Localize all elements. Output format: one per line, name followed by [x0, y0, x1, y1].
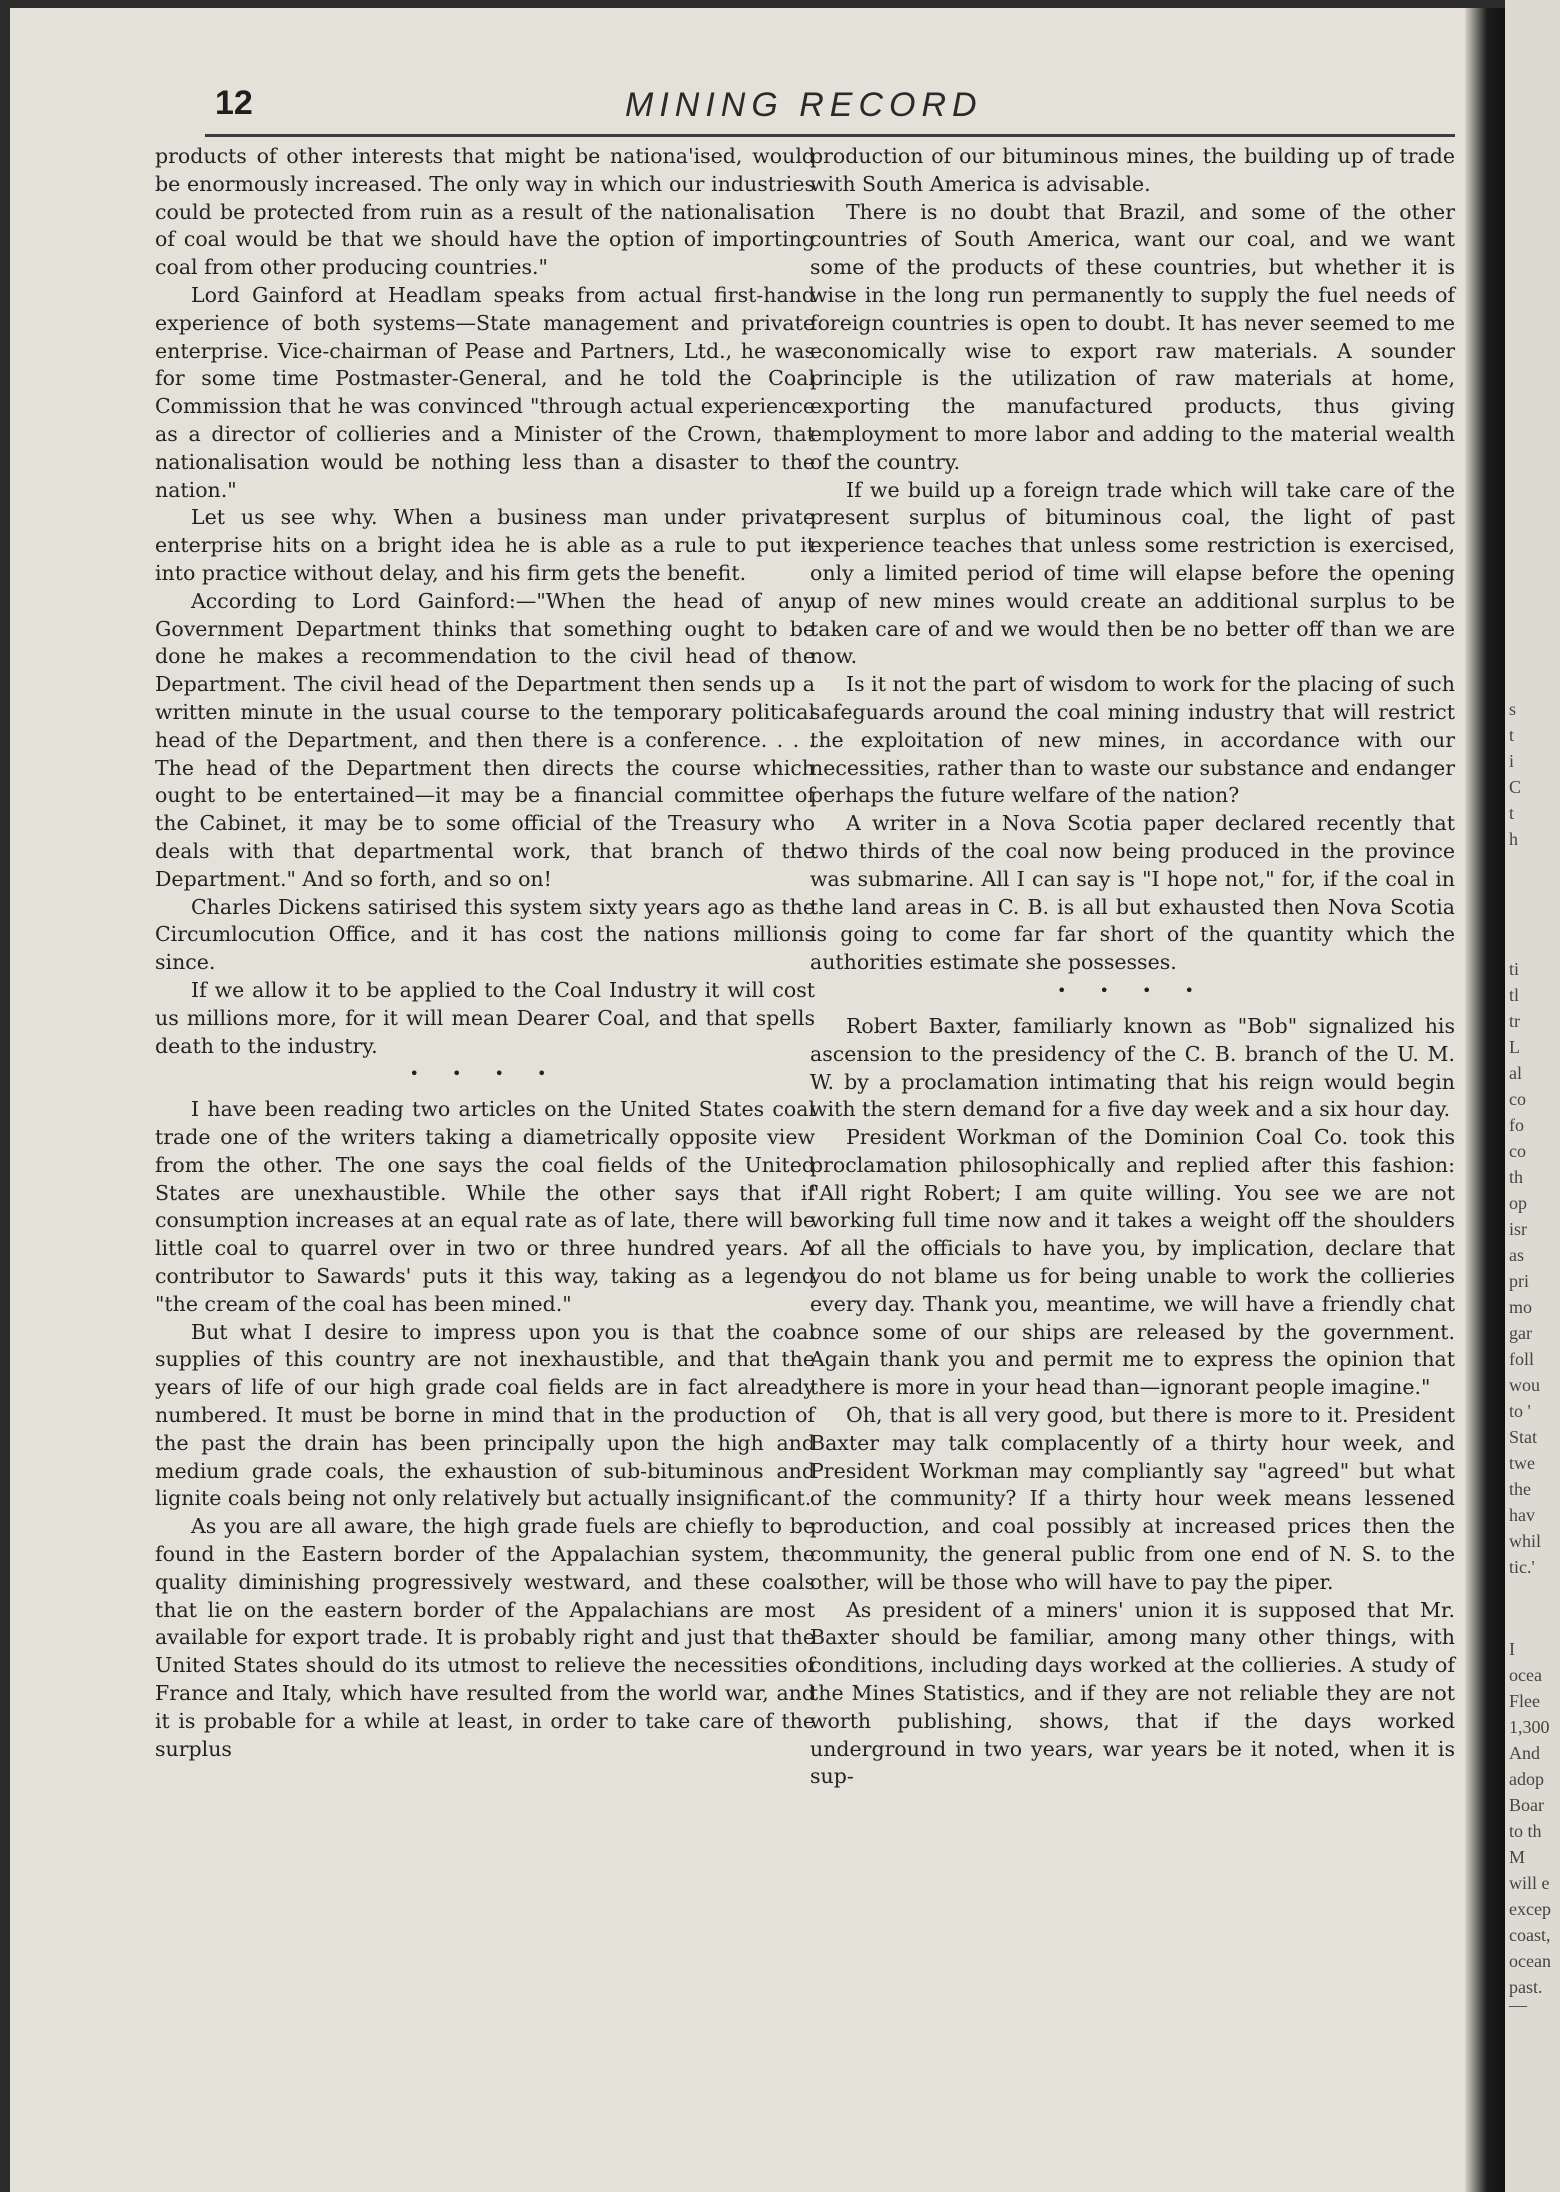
- adjacent-page-fragment: s: [1509, 699, 1517, 719]
- adjacent-page-fragment: foll: [1509, 1349, 1534, 1369]
- adjacent-page-fragment: mo: [1509, 1297, 1533, 1317]
- adjacent-page-fragment: ocea: [1509, 1665, 1542, 1685]
- running-title: MINING RECORD: [625, 86, 983, 124]
- adjacent-page-fragment: Stat: [1509, 1427, 1538, 1447]
- adjacent-page-fragment: twe: [1509, 1453, 1535, 1473]
- section-separator: • • • •: [409, 1064, 561, 1084]
- adjacent-page-strip: [1505, 0, 1560, 2192]
- adjacent-page-fragment: tl: [1509, 985, 1520, 1005]
- adjacent-page-fragment: tic.': [1509, 1557, 1535, 1577]
- adjacent-page-fragment: tr: [1509, 1011, 1520, 1031]
- article-paragraph: I have been reading two articles on the United States coal trade one of the writers taking a diametrically opposite view from the other. The one says the coal fields of the United States are unexhaustible. While the other says that if consumption increases at an equal rate as of late, there will be little coal to quarrel over in two or three hundred years. A contributor to Sawards' puts it this way, taking as a legend "the cream of the coal has been mined.": [155, 1097, 815, 1316]
- right-column: [810, 143, 1455, 1791]
- adjacent-page-fragment: L: [1509, 1037, 1520, 1057]
- adjacent-page-fragment: coast,: [1509, 1925, 1551, 1945]
- adjacent-page-fragment: isr: [1509, 1219, 1527, 1239]
- article-paragraph: A writer in a Nova Scotia paper declared recently that two thirds of the coal now being produced in the province was submarine. All I can say is "I hope not," for, if the coal in the land areas in C. B. is all but exhausted then Nova Scotia is going to come far far short of the quantity which the authorities estimate she possesses.: [810, 811, 1455, 975]
- article-paragraph: products of other interests that might be nationa'ised, would be enormously increased. The only way in which our industries could be protected from ruin as a result of the nationalisation of coal would be that we should have the option of importing coal from other producing countries.": [155, 144, 815, 280]
- article-paragraph: Charles Dickens satirised this system sixty years ago as the Circumlocution Office, and it has cost the nations millions since.: [155, 894, 815, 975]
- adjacent-page-fragment: co: [1509, 1089, 1526, 1109]
- adjacent-page-fragment: t: [1509, 803, 1515, 823]
- article-paragraph: If we allow it to be applied to the Coal Industry it will cost us millions more, for it will mean Dearer Coal, and that spells death to the industry.: [155, 977, 815, 1058]
- adjacent-page-fragment: to th: [1509, 1821, 1542, 1841]
- article-paragraph: As president of a miners' union it is supposed that Mr. Baxter should be familiar, among many other things, with conditions, including days worked at the collieries. A study of the Mines Statistics, and if they are not reliable they are not worth publishing, shows, that if the days worked underground in two years, war years be it noted, when it is sup-: [810, 1597, 1455, 1789]
- article-paragraph: If we build up a foreign trade which will take care of the present surplus of bituminous coal, the light of past experience teaches that unless some restriction is exercised, only a limited period of time will elapse before the opening up of new mines would create an additional surplus to be taken care of and we would then be no better off than we are now.: [810, 477, 1455, 669]
- adjacent-page-fragment: i: [1509, 751, 1515, 771]
- article-paragraph: Is it not the part of wisdom to work for the placing of such safeguards around the coal mining industry that will restrict the exploitation of new mines, in accordance with our necessities, rather than to waste our substance and endanger perhaps the future welfare of the nation?: [810, 672, 1455, 808]
- article-paragraph: Let us see why. When a business man under private enterprise hits on a bright idea he is able as a rule to put it into practice without delay, and his firm gets the benefit.: [155, 505, 815, 585]
- adjacent-page-fragment: Boar: [1509, 1795, 1544, 1815]
- adjacent-page-fragment: fo: [1509, 1115, 1524, 1135]
- adjacent-page-fragment: And: [1509, 1743, 1540, 1763]
- adjacent-page-fragment: t: [1509, 725, 1515, 745]
- adjacent-page-fragment: excep: [1509, 1899, 1551, 1919]
- article-paragraph: According to Lord Gainford:—"When the head of any Government Department thinks that something ought to be done he makes a recommendation to the civil head of the Department. The civil head of the Department then sends up a written minute in the usual course to the temporary political head of the Department, and then there is a conference. . . . The head of the Department then directs the course which ought to be entertained—it may be a financial committee of the Cabinet, it may be to some official of the Treasury who deals with that departmental work, that branch of the Department." And so forth, and so on!: [155, 588, 815, 891]
- left-column: [155, 143, 815, 1763]
- binding-gutter: [1465, 8, 1505, 2192]
- adjacent-page-fragment: al: [1509, 1063, 1522, 1083]
- adjacent-page-fragment: the: [1509, 1479, 1531, 1499]
- adjacent-page-fragment: ocean: [1509, 1951, 1551, 1971]
- adjacent-page-fragment: as: [1509, 1245, 1524, 1265]
- adjacent-page-fragment: wou: [1509, 1375, 1540, 1395]
- adjacent-page-fragment: C: [1509, 777, 1522, 797]
- adjacent-page-fragment: th: [1509, 1167, 1524, 1187]
- adjacent-page-fragment: past.—: [1509, 1977, 1543, 2015]
- page-header: [205, 84, 1455, 137]
- adjacent-page-fragment: to ': [1509, 1401, 1531, 1421]
- adjacent-page-fragment: gar: [1509, 1323, 1532, 1343]
- article-paragraph: production of our bituminous mines, the building up of trade with South America is advisable.: [810, 144, 1455, 196]
- adjacent-page-fragment: h: [1509, 829, 1518, 849]
- adjacent-page-fragment: hav: [1509, 1505, 1535, 1525]
- newspaper-page: [10, 8, 1505, 2192]
- adjacent-page-fragment: I: [1509, 1639, 1515, 1659]
- adjacent-page-fragment: 1,300: [1509, 1717, 1550, 1737]
- article-paragraph: President Workman of the Dominion Coal Co. took this proclamation philosophically and replied after this fashion: "All right Robert; I am quite willing. You see we are not working full time now and it takes a weight off the shoulders of all the officials to have you, by implication, declare that you do not blame us for being unable to work the collieries every day. Thank you, meantime, we will have a friendly chat once some of our ships are released by the government. Again thank you and permit me to express the opinion that there is more in your head than—ignorant people imagine.": [810, 1125, 1455, 1400]
- article-paragraph: Lord Gainford at Headlam speaks from actual first-hand experience of both systems—State management and private enterprise. Vice-chairman of Pease and Partners, Ltd., he was for some time Postmaster-General, and he told the Coal Commission that he was convinced "through actual experience as a director of collieries and a Minister of the Crown, that nationalisation would be nothing less than a disaster to the nation.": [155, 282, 815, 502]
- adjacent-page-fragment: will e: [1509, 1873, 1550, 1893]
- adjacent-page-fragment: ti: [1509, 959, 1520, 979]
- adjacent-page-fragment: M: [1509, 1847, 1526, 1867]
- page-number: 12: [215, 84, 253, 122]
- adjacent-page-fragment: whil: [1509, 1531, 1542, 1551]
- article-paragraph: As you are all aware, the high grade fuels are chiefly to be found in the Eastern border of the Appalachian system, the quality diminishing progressively westward, and these coals that lie on the eastern border of the Appalachians are most available for export trade. It is probably right and just that the United States should do its utmost to relieve the necessities of France and Italy, which have resulted from the world war, and it is probable for a while at least, in order to take care of the surplus: [155, 1514, 815, 1761]
- article-paragraph: But what I desire to impress upon you is that the coal supplies of this country are not inexhaustible, and that the years of life of our high grade coal fields are in fact already numbered. It must be borne in mind that in the production of the past the drain has been principally upon the high and medium grade coals, the exhaustion of sub-bituminous and lignite coals being not only relatively but actually insignificant.: [155, 1319, 815, 1511]
- adjacent-page-fragment: adop: [1509, 1769, 1544, 1789]
- adjacent-page-fragment: pri: [1509, 1271, 1529, 1291]
- adjacent-page-fragment: co: [1509, 1141, 1526, 1161]
- article-paragraph: Robert Baxter, familiarly known as "Bob" signalized his ascension to the presidency of the C. B. branch of the U. M. W. by a proclamation intimating that his reign would begin with the stern demand for a five day week and a six hour day.: [810, 1013, 1455, 1122]
- adjacent-page-fragment: op: [1509, 1193, 1527, 1213]
- article-paragraph: There is no doubt that Brazil, and some of the other countries of South America, want our coal, and we want some of the products of these countries, but whether it is wise in the long run permanently to supply the fuel needs of foreign countries is open to doubt. It has never seemed to me economically wise to export raw materials. A sounder principle is the utilization of raw materials at home, exporting the manufactured products, thus giving employment to more labor and adding to the material wealth of the country.: [810, 199, 1455, 474]
- adjacent-page-fragment: Flee: [1509, 1691, 1540, 1711]
- article-paragraph: Oh, that is all very good, but there is more to it. President Baxter may talk complacently of a thirty hour week, and President Workman may compliantly say "agreed" but what of the community? If a thirty hour week means lessened production, and coal possibly at increased prices then the community, the general public from one end of N. S. to the other, will be those who will have to pay the piper.: [810, 1403, 1455, 1594]
- section-separator: • • • •: [1056, 980, 1208, 1000]
